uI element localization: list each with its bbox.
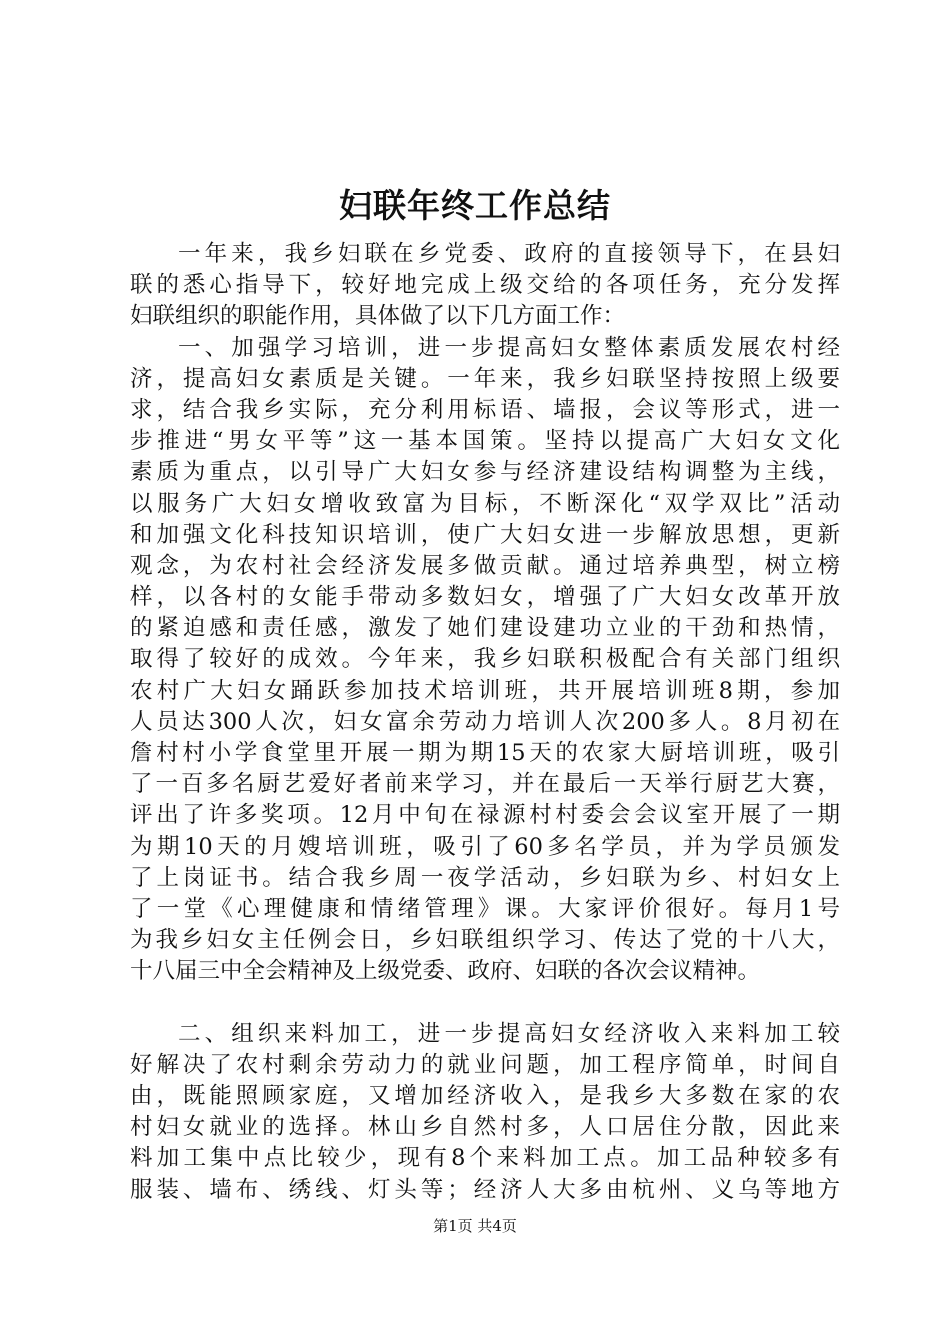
text-line: 素质为重点，以引导广大妇女参与经济建设结构调整为主线， [130, 459, 840, 486]
text-line: 济，提高妇女素质是关键。一年来，我乡妇联坚持按照上级要 [130, 365, 840, 392]
text-line: 妇联组织的职能作用，具体做了以下几方面工作： [130, 303, 626, 330]
text-line: 求，结合我乡实际，充分利用标语、墙报，会议等形式，进一 [130, 396, 840, 423]
paragraph-gap [130, 988, 840, 1019]
text-line: 十八届三中全会精神及上级党委、政府、妇联的各次会议精神。 [130, 958, 761, 985]
text-line: 步推进“男女平等”这一基本国策。坚持以提高广大妇女文化 [130, 428, 840, 455]
text-line: 观念，为农村社会经济发展多做贡献。通过培养典型，树立榜 [130, 552, 840, 579]
text-line: 好解决了农村剩余劳动力的就业问题，加工程序简单，时间自 [130, 1051, 840, 1078]
text-line: 詹村村小学食堂里开展一期为期15天的农家大厨培训班，吸引 [130, 740, 840, 766]
text-line: 了一堂《心理健康和情绪管理》课。大家评价很好。每月1号 [130, 895, 840, 922]
page-number: 第1页 共4页 [433, 1217, 517, 1235]
text-line: 以服务广大妇女增收致富为目标，不断深化“双学双比”活动 [130, 490, 840, 517]
text-line: 二、组织来料加工，进一步提高妇女经济收入来料加工较 [178, 1020, 840, 1047]
document-body [130, 239, 840, 1206]
document-title: 妇联年终工作总结 [339, 186, 611, 225]
text-line: 的紧迫感和责任感，激发了她们建设建功立业的干劲和热情， [130, 615, 840, 642]
text-line: 联的悉心指导下，较好地完成上级交给的各项任务，充分发挥 [130, 272, 840, 299]
text-line: 评出了许多奖项。12月中旬在禄源村村委会会议室开展了一期 [130, 802, 840, 829]
text-line: 人员达300人次，妇女富余劳动力培训人次200多人。8月初在 [130, 708, 840, 735]
text-line: 了上岗证书。结合我乡周一夜学活动，乡妇联为乡、村妇女上 [130, 864, 840, 891]
text-line: 样，以各村的女能手带动多数妇女，增强了广大妇女改革开放 [130, 584, 840, 611]
text-line: 为期10天的月嫂培训班，吸引了60多名学员，并为学员颁发 [130, 833, 840, 860]
text-line: 村妇女就业的选择。林山乡自然村多，人口居住分散，因此来 [130, 1114, 840, 1141]
text-line: 为我乡妇女主任例会日，乡妇联组织学习、传达了党的十八大， [130, 927, 840, 954]
text-line: 农村广大妇女踊跃参加技术培训班，共开展培训班8期，参加 [130, 677, 840, 704]
text-line: 一年来，我乡妇联在乡党委、政府的直接领导下，在县妇 [178, 241, 840, 267]
text-line: 服装、墙布、绣线、灯头等；经济人大多由杭州、义乌等地方 [130, 1176, 840, 1203]
text-line: 一、加强学习培训，进一步提高妇女整体素质发展农村经 [178, 334, 840, 361]
text-line: 了一百多名厨艺爱好者前来学习，并在最后一天举行厨艺大赛， [130, 771, 840, 798]
text-line: 由，既能照顾家庭，又增加经济收入，是我乡大多数在家的农 [130, 1083, 840, 1110]
text-line: 料加工集中点比较少，现有8个来料加工点。加工品种较多有 [130, 1145, 840, 1172]
text-line: 取得了较好的成效。今年来，我乡妇联积极配合有关部门组织 [130, 646, 840, 673]
text-line: 和加强文化科技知识培训，使广大妇女进一步解放思想，更新 [130, 521, 840, 548]
